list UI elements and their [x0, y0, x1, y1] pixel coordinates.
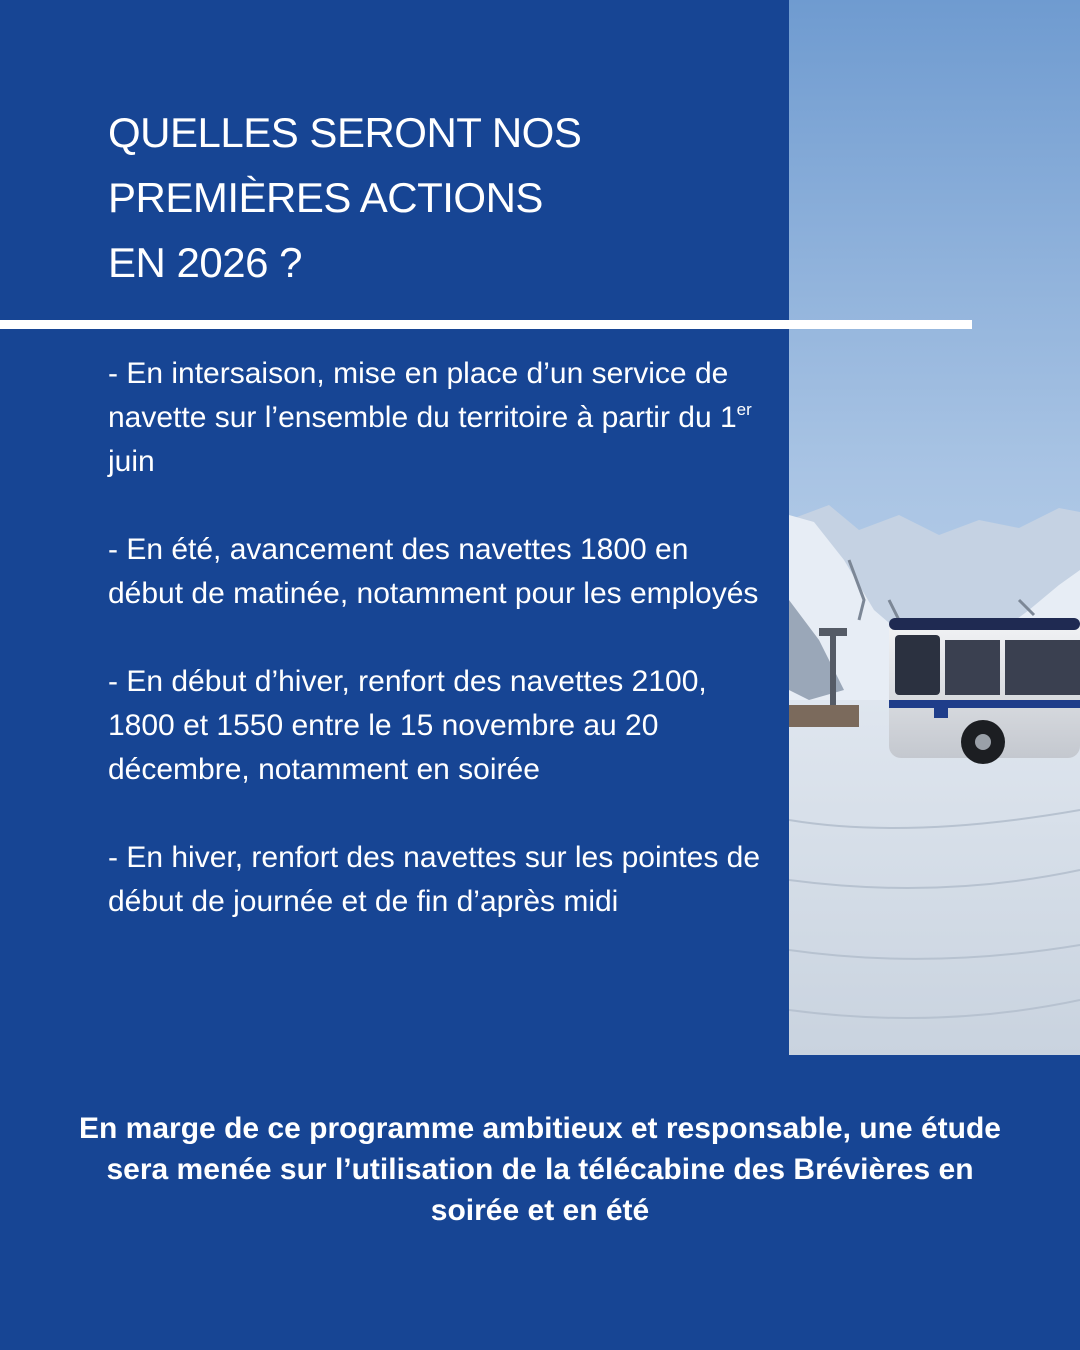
lift-pylon-head [819, 628, 847, 636]
page-title [108, 100, 748, 295]
bus-window-2 [1005, 640, 1080, 695]
action-text: - En été, avancement des navettes 1800 en début de matinée, notamment pour les employés [108, 533, 759, 610]
bus-roof [889, 618, 1080, 630]
title-line-2: PREMIÈRES ACTIONS [108, 174, 543, 221]
bus-logo [934, 708, 948, 718]
bus-wheel-hub [975, 734, 991, 750]
title-line-3: EN 2026 ? [108, 239, 302, 286]
action-item-debut-hiver [108, 660, 768, 792]
action-text: - En intersaison, mise en place d’un service de navette sur l’ensemble du territoire à partir du 1 [108, 357, 737, 434]
wall [789, 705, 859, 727]
snowy-bus-photo [789, 0, 1080, 1055]
actions-list [108, 352, 768, 968]
bus-window-1 [945, 640, 1000, 695]
action-item-hiver [108, 836, 768, 924]
title-line-1: QUELLES SERONT NOS [108, 109, 582, 156]
bus-windshield [895, 635, 940, 695]
action-text-after: juin [108, 445, 155, 478]
action-text: - En début d’hiver, renfort des navettes 2100, 1800 et 1550 entre le 15 novembre au 20 décembre, notamment en soirée [108, 665, 707, 786]
lift-pylon [830, 635, 836, 705]
action-text: - En hiver, renfort des navettes sur les pointes de début de journée et de fin d’après midi [108, 841, 761, 918]
title-divider [0, 320, 972, 329]
action-item-ete [108, 528, 768, 616]
bus-stripe [889, 700, 1080, 708]
action-item-intersaison [108, 352, 768, 484]
action-superscript: er [736, 400, 752, 419]
closing-statement: En marge de ce programme ambitieux et responsable, une étude sera menée sur l’utilisation de la télécabine des Brévières en soirée et en été [79, 1112, 1001, 1227]
